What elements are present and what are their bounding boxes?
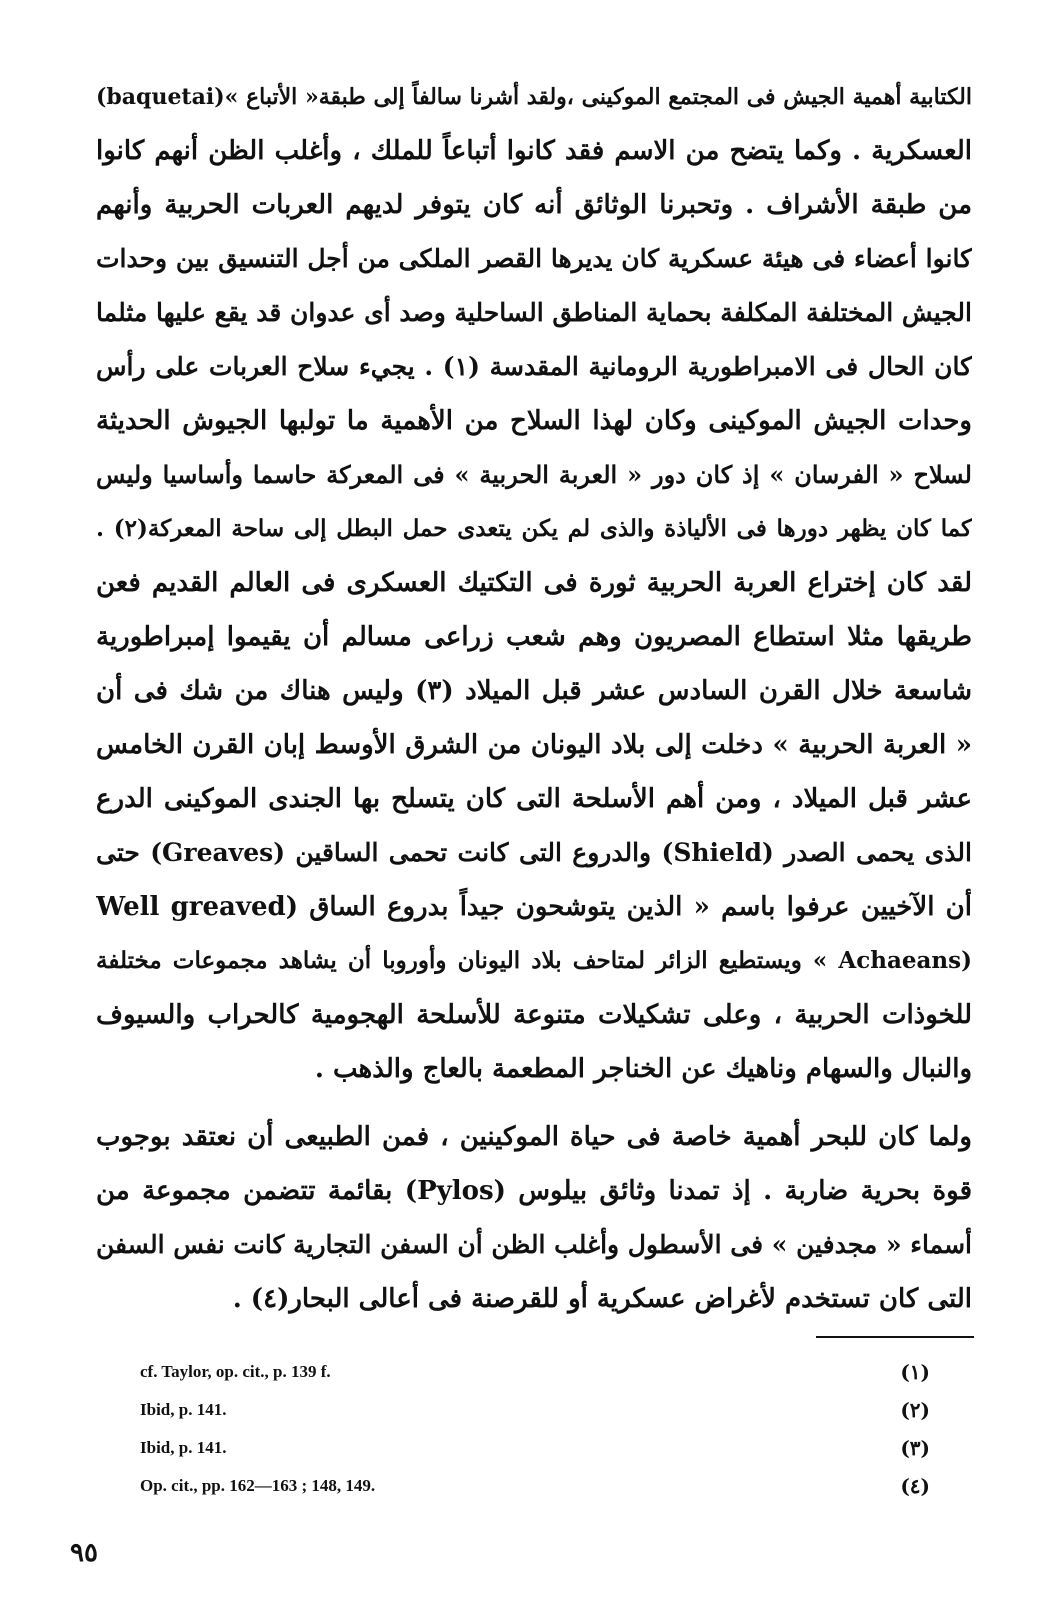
footnote-separator bbox=[816, 1336, 974, 1338]
text-line: من طبقة الأشراف . وتحبرنا الوثائق أنه كان يتوفر لديهم العربات الحربية وأنهم bbox=[96, 190, 972, 220]
footnote-text: Ibid, p. 141. bbox=[140, 1400, 227, 1419]
footnote-3 bbox=[140, 1430, 930, 1466]
text-line: ولما كان للبحر أهمية خاصة فى حياة الموكينين ، فمن الطبيعى أن نعتقد بوجوب bbox=[96, 1122, 972, 1152]
footnote-text: Op. cit., pp. 162—163 ; 148, 149. bbox=[140, 1476, 376, 1495]
footnote-marker: (١) bbox=[900, 1360, 930, 1384]
text-line: الكتابية أهمية الجيش فى المجتمع الموكينى ،ولقد أشرنا سالفاً إلى طبقة« الأتباع »(baquetai) bbox=[96, 84, 972, 110]
text-line: العسكرية . وكما يتضح من الاسم فقد كانوا أتباعاً للملك ، وأغلب الظن أنهم كانوا bbox=[96, 136, 972, 166]
text-line: كانوا أعضاء فى هيئة عسكرية كان يديرها القصر الملكى من أجل التنسيق بين وحدات bbox=[96, 244, 972, 273]
text-line: كما كان يظهر دورها فى الألياذة والذى لم يكن يتعدى حمل البطل إلى ساحة المعركة(٢) . bbox=[96, 515, 972, 542]
footnote-text: Ibid, p. 141. bbox=[140, 1438, 227, 1457]
text-line: كان الحال فى الامبراطورية الرومانية المقدسة (١) . يجيء سلاح العربات على رأس bbox=[96, 352, 972, 381]
text-line: أن الآخيين عرفوا باسم « الذين يتوشحون جيداً بدروع الساق (Well greaved bbox=[96, 892, 972, 922]
text-line: شاسعة خلال القرن السادس عشر قبل الميلاد (٣) وليس هناك من شك فى أن bbox=[96, 676, 972, 706]
footnote-1 bbox=[140, 1354, 930, 1390]
footnote-4 bbox=[140, 1468, 930, 1504]
footnote-marker: (٤) bbox=[900, 1474, 930, 1498]
footnote-2 bbox=[140, 1392, 930, 1428]
text-line: وحدات الجيش الموكينى وكان لهذا السلاح من الأهمية ما تولبها الجيوش الحديثة bbox=[96, 406, 972, 436]
text-line: التى كان تستخدم لأغراض عسكرية أو للقرصنة فى أعالى البحار(٤) . bbox=[232, 1284, 972, 1314]
footnote-marker: (٣) bbox=[900, 1436, 930, 1460]
text-line: أسماء « مجدفين » فى الأسطول وأغلب الظن أن السفن التجارية كانت نفس السفن bbox=[96, 1230, 972, 1259]
text-line: قوة بحرية ضاربة . إذ تمدنا وثائق بيلوس (Pylos) بقائمة تتضمن مجموعة من bbox=[96, 1176, 972, 1206]
text-line: للخوذات الحربية ، وعلى تشكيلات متنوعة للأسلحة الهجومية كالحراب والسيوف bbox=[96, 1000, 972, 1030]
paragraph-1 bbox=[96, 70, 972, 1096]
text-line: والنبال والسهام وناهيك عن الخناجر المطعمة بالعاج والذهب . bbox=[314, 1054, 972, 1084]
page-number: ٩٥ bbox=[70, 1538, 98, 1568]
text-line: لقد كان إختراع العربة الحربية ثورة فى التكتيك العسكرى فى العالم القديم فعن bbox=[96, 568, 972, 598]
footnote-marker: (٢) bbox=[900, 1398, 930, 1422]
footnote-text: cf. Taylor, op. cit., p. 139 f. bbox=[140, 1362, 331, 1381]
text-line: طريقها مثلا استطاع المصريون وهم شعب زراعى مسالم أن يقيموا إمبراطورية bbox=[96, 622, 972, 652]
text-line: « العربة الحربية » دخلت إلى بلاد اليونان من الشرق الأوسط إبان القرن الخامس bbox=[96, 730, 972, 760]
text-line: الذى يحمى الصدر (Shield) والدروع التى كانت تحمى الساقين (Greaves) حتى bbox=[96, 838, 972, 867]
text-line: لسلاح « الفرسان » إذ كان دور « العربة الحربية » فى المعركة حاسما وأساسيا وليس bbox=[96, 460, 972, 489]
text-line: الجيش المختلفة المكلفة بحماية المناطق الساحلية وصد أى عدوان قد يقع عليها مثلما bbox=[96, 298, 972, 327]
text-line: (Achaeans » ويستطيع الزائر لمتاحف بلاد اليونان وأوروبا أن يشاهد مجموعات مختلفة bbox=[96, 947, 972, 974]
text-line: عشر قبل الميلاد ، ومن أهم الأسلحة التى كان يتسلح بها الجندى الموكينى الدرع bbox=[96, 784, 972, 814]
paragraph-2 bbox=[96, 1110, 972, 1326]
